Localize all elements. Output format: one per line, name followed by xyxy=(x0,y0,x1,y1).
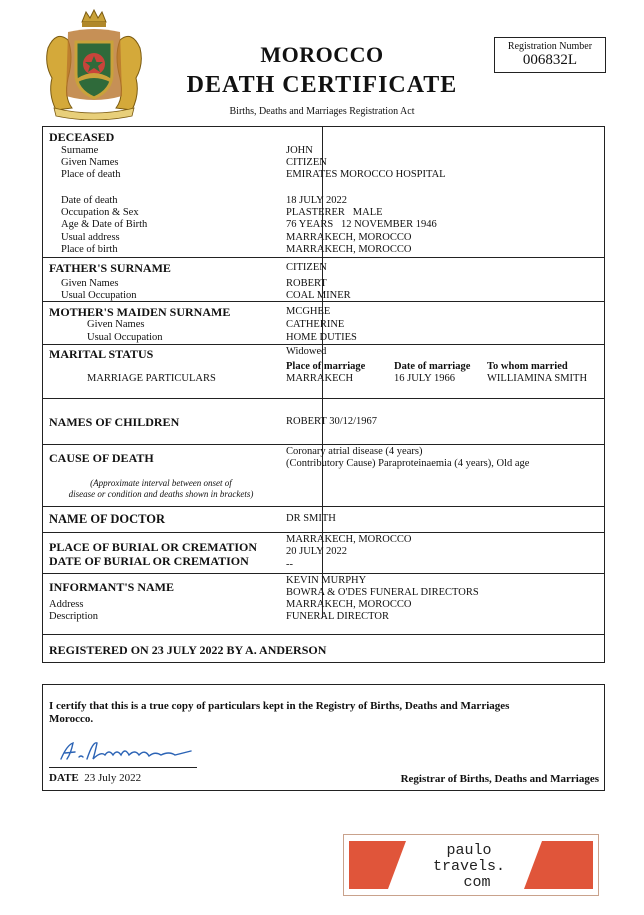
place-of-marriage-value: MARRAKECH xyxy=(286,373,354,384)
place-of-death-value: EMIRATES MOROCCO HOSPITAL xyxy=(286,169,446,180)
signature-line xyxy=(49,767,197,768)
father-occupation-label: Usual Occupation xyxy=(61,290,137,301)
deceased-heading: DECEASED xyxy=(49,130,115,144)
informant-address-value: MARRAKECH, MOROCCO xyxy=(286,599,412,610)
registration-number-box xyxy=(494,37,606,73)
occupation-sex-label: Occupation & Sex xyxy=(61,207,139,218)
age-dob-value: 76 YEARS 12 NOVEMBER 1946 xyxy=(286,219,437,230)
place-of-death-label: Place of death xyxy=(61,169,121,180)
cause-heading: CAUSE OF DEATH xyxy=(49,451,154,465)
date-of-marriage-header: Date of marriage xyxy=(394,361,471,372)
surname-label: Surname xyxy=(61,145,99,156)
registration-number: 006832L xyxy=(522,52,578,68)
date-of-death-value: 18 JULY 2022 xyxy=(286,195,347,206)
father-given-names-value: ROBERT xyxy=(286,278,327,289)
document-subtitle: Births, Deaths and Marriages Registration Act xyxy=(229,106,415,117)
row-divider xyxy=(43,573,604,574)
to-whom-married-value: WILLIAMINA SMITH xyxy=(487,373,588,384)
usual-address-label: Usual address xyxy=(61,232,120,243)
burial-date-value: 20 JULY 2022 xyxy=(286,546,347,557)
logo-line3: com xyxy=(463,874,491,891)
burial-extra-value: -- xyxy=(286,559,293,570)
informant-description-value: FUNERAL DIRECTOR xyxy=(286,611,389,622)
burial-place-value: MARRAKECH, MOROCCO xyxy=(286,534,412,545)
marital-heading: MARITAL STATUS xyxy=(49,347,154,361)
document-title: DEATH CERTIFICATE xyxy=(186,72,458,98)
registered-line: REGISTERED ON 23 JULY 2022 BY A. ANDERSON xyxy=(49,643,327,657)
mother-surname-value: MCGHEE xyxy=(286,306,331,317)
logo-line1: paulo xyxy=(446,842,492,859)
father-given-names-label: Given Names xyxy=(61,278,119,289)
place-of-marriage-header: Place of marriage xyxy=(286,361,366,372)
mother-heading: MOTHER'S MAIDEN SURNAME xyxy=(49,305,231,319)
informant-description-label: Description xyxy=(49,611,98,622)
certification-line1: I certify that this is a true copy of particulars kept in the Registry of Births, Deaths and Marriages xyxy=(49,700,510,712)
cause-line2: (Contributory Cause) Paraproteinaemia (4 years), Old age xyxy=(286,458,530,469)
place-of-birth-value: MARRAKECH, MOROCCO xyxy=(286,244,412,255)
certification-line2: Morocco. xyxy=(49,713,94,725)
row-divider xyxy=(43,398,604,399)
doctor-value: DR SMITH xyxy=(286,513,336,524)
father-surname-value: CITIZEN xyxy=(286,262,327,273)
date-of-death-label: Date of death xyxy=(61,195,118,206)
certification-date xyxy=(49,772,141,785)
informant-company-value: BOWRA & O'DES FUNERAL DIRECTORS xyxy=(286,587,479,598)
children-heading: NAMES OF CHILDREN xyxy=(49,415,180,429)
informant-name-value: KEVIN MURPHY xyxy=(286,575,367,586)
place-of-birth-label: Place of birth xyxy=(61,244,118,255)
certification-box xyxy=(42,684,605,791)
mother-given-names-value: CATHERINE xyxy=(286,319,345,330)
mother-occupation-value: HOME DUTIES xyxy=(286,332,357,343)
informant-address-label: Address xyxy=(49,599,84,610)
date-label: DATE xyxy=(49,772,79,784)
father-occupation-value: COAL MINER xyxy=(286,290,351,301)
registration-label: Registration Number xyxy=(507,41,593,52)
mother-occupation-label: Usual Occupation xyxy=(87,332,163,343)
row-divider xyxy=(43,532,604,533)
age-dob-label: Age & Date of Birth xyxy=(61,219,148,230)
children-value: ROBERT 30/12/1967 xyxy=(286,416,378,427)
doctor-heading: NAME OF DOCTOR xyxy=(49,512,165,526)
cause-note-line2: disease or condition and deaths shown in brackets) xyxy=(68,489,254,499)
row-divider xyxy=(43,444,604,445)
row-divider xyxy=(43,506,604,507)
date-value: 23 July 2022 xyxy=(84,772,142,784)
logo-line2: travels. xyxy=(432,858,506,875)
registrar-signature xyxy=(57,737,197,765)
paulo-travels-logo xyxy=(343,834,599,896)
father-heading: FATHER'S SURNAME xyxy=(49,261,171,275)
row-divider xyxy=(43,257,604,258)
country-title: MOROCCO xyxy=(260,42,384,67)
informant-heading: INFORMANT'S NAME xyxy=(49,580,174,594)
burial-date-heading: DATE OF BURIAL OR CREMATION xyxy=(49,554,249,568)
marriage-particulars-label: MARRIAGE PARTICULARS xyxy=(87,373,216,384)
to-whom-married-header: To whom married xyxy=(487,361,568,372)
given-names-label: Given Names xyxy=(61,157,119,168)
cause-line1: Coronary atrial disease (4 years) xyxy=(286,446,423,457)
date-of-marriage-value: 16 JULY 1966 xyxy=(394,373,455,384)
usual-address-value: MARRAKECH, MOROCCO xyxy=(286,232,412,243)
mother-given-names-label: Given Names xyxy=(87,319,145,330)
registrar-title: Registrar of Births, Deaths and Marriages xyxy=(400,773,599,785)
burial-place-heading: PLACE OF BURIAL OR CREMATION xyxy=(49,540,258,554)
given-names-value: CITIZEN xyxy=(286,157,327,168)
marital-status-value: Widowed xyxy=(286,346,327,357)
certificate-table xyxy=(42,126,605,663)
row-divider xyxy=(43,634,604,635)
occupation-sex-value: PLASTERER MALE xyxy=(286,207,383,218)
surname-value: JOHN xyxy=(286,145,313,156)
cause-note-line1: (Approximate interval between onset of xyxy=(90,478,232,488)
